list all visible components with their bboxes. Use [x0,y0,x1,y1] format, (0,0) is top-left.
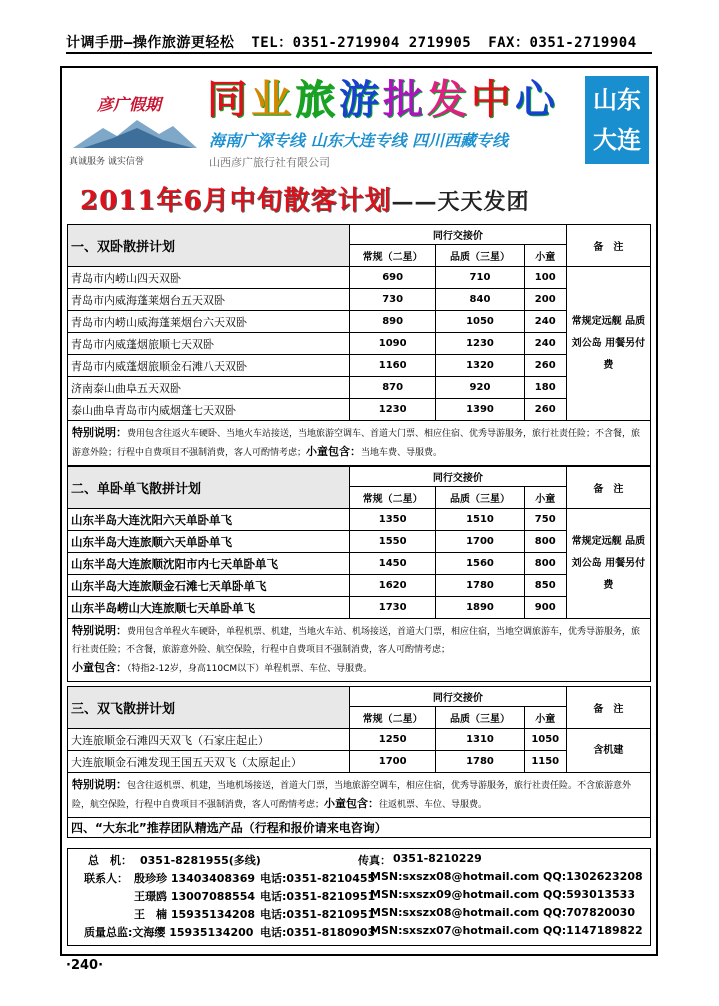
price-quality: 1320 [436,355,524,377]
price-quality: 1780 [436,751,524,773]
route-name: 青岛市内崂山威海蓬莱烟台六天双卧 [68,311,350,333]
normal-header: 常规（二星） [350,707,436,729]
price-child: 850 [524,575,566,597]
remark-header: 备 注 [566,225,650,267]
price-normal: 1160 [350,355,436,377]
price-normal: 1090 [350,333,436,355]
remark-header: 备 注 [566,467,650,509]
logo-sub: 真诚服务 诚实信誉 [69,157,144,167]
price-quality: 1390 [436,399,524,421]
contact-qq: QQ:1147189822 [543,924,643,937]
route-name: 青岛市内威蓬烟旅顺金石滩八天双卧 [68,355,350,377]
special-child-text: （特指2-12岁，身高110CM以下）单程机票、车位、导服费。 [127,664,373,674]
price-normal: 1230 [350,399,436,421]
price-normal: 870 [350,377,436,399]
plan-title [80,180,640,220]
table-row [68,751,651,773]
remark: 常规定远舰 品质刘公岛 用餐另付费 [566,267,650,421]
special-child-label: 小童包含： [324,797,380,810]
quality-header: 品质（三星） [436,707,524,729]
price-child: 260 [524,355,566,377]
special-note [68,773,651,818]
price-normal: 690 [350,267,436,289]
header-slogan: 计调手册—操作旅游更轻松 [66,35,235,51]
price-quality: 1890 [436,597,524,619]
price-quality: 1700 [436,531,524,553]
price-child: 240 [524,311,566,333]
special-text: 包含往返机票、机建，当地机场接送，首道大门票，当地旅游空调车，相应住宿，优秀导游服务，旅行社责任险。不含旅游意外险，航空保险，行程中自费项目不强制消费，客人可酌情考虑； [72,781,632,810]
section-title: 二、单卧单飞散拼计划 [68,467,350,509]
contact-name: 王 楠 15935134208 [134,908,256,921]
child-header: 小童 [524,707,566,729]
title-char: 中 [471,77,515,123]
main-phone: 0351-8281955(多线) [140,854,261,867]
route-name: 山东半岛大连旅顺沈阳市内七天单卧单飞 [68,553,350,575]
contact-msn: MSN:sxszx09@hotmail.com [370,888,540,901]
normal-header: 常规（二星） [350,487,436,509]
section2-table [67,466,651,682]
contact-row [68,906,652,923]
table-row [68,311,651,333]
title-char: 旅 [295,77,339,123]
mountain-icon [73,114,197,150]
contact-box [67,848,651,946]
contact-qq: QQ:593013533 [543,888,635,901]
section1-table [67,224,651,466]
special-child-text: 往返机票、车位、导服费。 [379,800,488,810]
price-quality: 920 [436,377,524,399]
contact-name: 王璟鸥 13007088554 [134,890,256,903]
title-char: 发 [427,77,471,123]
page-number: ·240· [66,958,104,973]
contact-msn: MSN:sxszx08@hotmail.com [370,906,540,919]
price-quality: 710 [436,267,524,289]
price-child: 800 [524,553,566,575]
special-child-label: 小童包含： [72,661,127,674]
banner-company: 山西彦广旅行社有限公司 [209,156,330,169]
price-child: 1150 [524,751,566,773]
table-row [68,597,651,619]
price-child: 750 [524,509,566,531]
section4-title: 四、“大东北”推荐团队精选产品（行程和报价请来电咨询） [68,818,651,838]
child-header: 小童 [524,245,566,267]
price-normal: 1620 [350,575,436,597]
banner [67,74,651,174]
price-quality: 1780 [436,575,524,597]
price-child: 200 [524,289,566,311]
quality-header: 品质（三星） [436,487,524,509]
special-text: 费用包含单程火车硬卧，单程机票、机建，当地火车站、机场接送，首道大门票，相应住宿，当地空调旅游车，优秀导游服务，旅行社责任险；不含餐，旅游意外险、航空保险，行程中自费项目不强制消费，客人可酌情考虑； [72,627,641,655]
price-child: 800 [524,531,566,553]
main-phone-label: 总 机： [88,854,132,867]
table-row [68,531,651,553]
table-row [68,575,651,597]
contact-msn: MSN:sxszx07@hotmail.com [370,924,540,937]
price-group-header: 同行交接价 [350,687,567,707]
route-name: 济南泰山曲阜五天双卧 [68,377,350,399]
table-row [68,267,651,289]
quality-header: 品质（三星） [436,245,524,267]
price-child: 260 [524,399,566,421]
route-name: 山东半岛大连旅顺金石滩七天单卧单飞 [68,575,350,597]
price-normal: 1550 [350,531,436,553]
logo-name: 彦广假期 [97,95,162,114]
table-row [68,399,651,421]
price-child: 1050 [524,729,566,751]
special-note [68,421,651,466]
price-normal: 1730 [350,597,436,619]
remark: 常规定远舰 品质刘公岛 用餐另付费 [566,509,650,619]
contact-tel: 电话:0351-8210455 [260,872,376,885]
table-row [68,333,651,355]
contact-tel: 电话:0351-8210951 [260,890,376,903]
contact-qq: QQ:1302623208 [543,870,643,883]
plan-title-tail: ——天天发团 [391,189,530,215]
price-child: 240 [524,333,566,355]
special-label: 特别说明： [72,426,127,439]
contacts-label: 联系人： [84,872,128,885]
header-fax: FAX：0351-2719904 [488,35,637,51]
route-name: 山东半岛大连旅顺六天单卧单飞 [68,531,350,553]
contact-tel: 电话:0351-8210951 [260,908,376,921]
badge-line: 山东 [593,86,641,114]
route-name: 青岛市内威蓬烟旅顺七天双卧 [68,333,350,355]
contact-row [68,870,652,887]
plan-title-main: 2011年6月中旬散客计划 [80,186,392,216]
header-tel: TEL：0351-2719904 2719905 [251,35,472,51]
route-name: 青岛市内崂山四天双卧 [68,267,350,289]
contact-main-row [68,852,652,869]
header-line [66,32,652,54]
route-name: 泰山曲阜青岛市内威烟蓬七天双卧 [68,399,350,421]
route-name: 大连旅顺金石滩四天双飞（石家庄起止） [68,729,350,751]
price-quality: 1510 [436,509,524,531]
price-quality: 1230 [436,333,524,355]
special-text: 费用包含往返火车硬卧、当地火车站接送，当地旅游空调车、首道大门票、相应住宿、优秀导游服务，旅行社责任险；不含餐，旅游意外险；行程中自费项目不强制消费，客人可酌情考虑； [72,429,641,458]
table-row [68,289,651,311]
logo [67,74,205,170]
special-child-text: 当地车费、导服费。 [361,448,443,458]
banner-lines: 海南广深专线 山东大连专线 四川西藏专线 [209,131,509,150]
region-badge [585,76,649,164]
special-note [68,619,651,682]
price-group-header: 同行交接价 [350,467,567,487]
remark-header: 备 注 [566,687,650,729]
section-title: 三、双飞散拼计划 [68,687,350,729]
fax-label: 传真： [358,854,391,867]
title-char: 心 [515,77,559,123]
contact-row [68,888,652,905]
normal-header: 常规（二星） [350,245,436,267]
special-child-label: 小童包含： [306,445,362,458]
price-quality: 1560 [436,553,524,575]
price-child: 180 [524,377,566,399]
table-row [68,509,651,531]
title-char: 业 [251,77,295,123]
special-label: 特别说明： [72,778,127,791]
price-normal: 1350 [350,509,436,531]
fax-number: 0351-8210229 [393,852,482,865]
title-char: 游 [339,77,383,123]
table-row [68,729,651,751]
route-name: 大连旅顺金石滩发现王国五天双飞（太原起止） [68,751,350,773]
contact-row [68,924,652,941]
contact-qq: QQ:707820030 [543,906,635,919]
special-label: 特别说明： [72,624,127,637]
price-normal: 1250 [350,729,436,751]
contact-name: 质量总监:文海缨 15935134200 [84,926,254,939]
table-row [68,553,651,575]
remark: 含机建 [566,729,650,773]
contact-name: 殷珍珍 13403408369 [134,872,256,885]
section-title: 一、双卧散拼计划 [68,225,350,267]
route-name: 青岛市内威海蓬莱烟台五天双卧 [68,289,350,311]
route-name: 山东半岛崂山大连旅顺七天单卧单飞 [68,597,350,619]
price-normal: 890 [350,311,436,333]
price-quality: 1310 [436,729,524,751]
price-normal: 1450 [350,553,436,575]
badge-line: 大连 [593,126,641,154]
table-row [68,355,651,377]
price-child: 100 [524,267,566,289]
price-child: 900 [524,597,566,619]
title-char: 批 [383,77,427,123]
route-name: 山东半岛大连沈阳六天单卧单飞 [68,509,350,531]
price-normal: 730 [350,289,436,311]
price-quality: 840 [436,289,524,311]
section3-table [67,686,651,838]
contact-msn: MSN:sxszx08@hotmail.com [370,870,540,883]
table-row [68,377,651,399]
price-group-header: 同行交接价 [350,225,567,245]
contact-tel: 电话:0351-8180903 [260,926,376,939]
price-quality: 1050 [436,311,524,333]
banner-title [207,74,559,126]
title-char: 同 [207,77,251,123]
price-normal: 1700 [350,751,436,773]
child-header: 小童 [524,487,566,509]
